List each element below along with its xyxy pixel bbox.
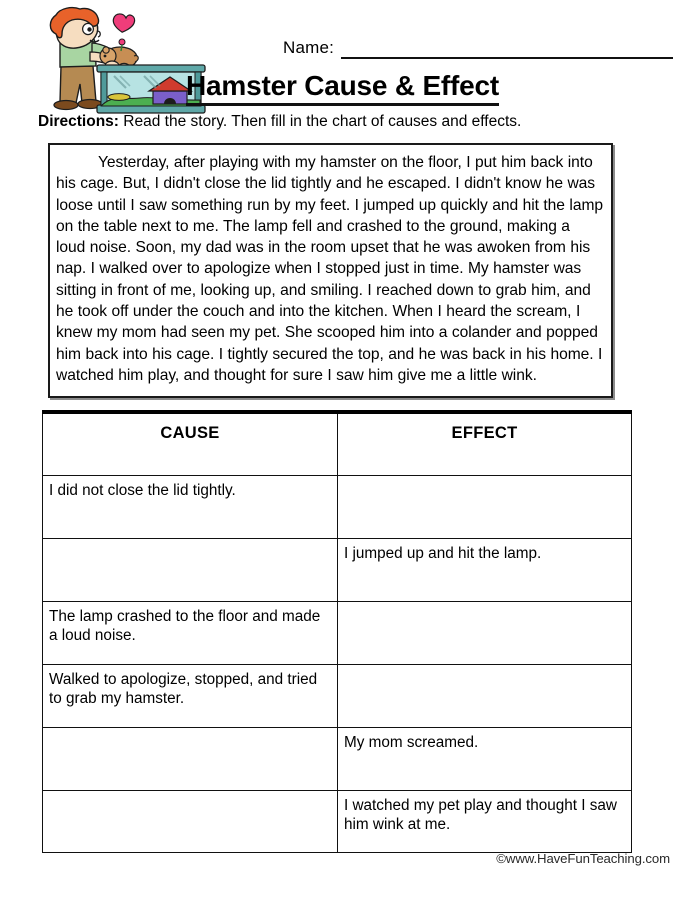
directions-text: Read the story. Then fill in the chart of causes and effects. <box>123 113 522 130</box>
table-row <box>43 664 632 727</box>
name-field-row <box>283 38 673 59</box>
worksheet-header <box>0 0 700 140</box>
boy-with-hamster-illustration <box>22 6 207 118</box>
copyright-footer: ©www.HaveFunTeaching.com <box>496 851 670 866</box>
table-row <box>43 790 632 852</box>
column-header-effect: EFFECT <box>338 412 632 475</box>
story-passage-text: Yesterday, after playing with my hamster on the floor, I put him back into his cage. But, I didn't close the lid tightly and he escaped. I didn't know he was loose until I saw something run by my feet. I jumped up quickly and hit the lamp on the table next to me. The lamp fell and crashed to the ground, making a loud noise. Soon, my dad was in the room upset that he was awoken from his nap. I walked over to apologize when I stopped just in time. My hamster was sitting in front of me, looking up, and smiling. I reached down to grab him, and he took off under the couch and into the kitchen. When I heard the scream, I knew my mom had seen my pet. She scooped him into a colander and popped him back into his cage. I tightly secured the top, and he was back in his home. I watched him play, and thought for sure I saw him give me a little wink. <box>56 154 603 384</box>
page-title: Hamster Cause & Effect <box>186 70 499 106</box>
cell-cause[interactable] <box>43 790 338 852</box>
cell-cause[interactable] <box>43 538 338 601</box>
cell-cause[interactable]: The lamp crashed to the floor and made a loud noise. <box>43 601 338 664</box>
cell-effect[interactable] <box>338 475 632 538</box>
cell-effect[interactable]: I jumped up and hit the lamp. <box>338 538 632 601</box>
cell-effect[interactable] <box>338 601 632 664</box>
table-row <box>43 601 632 664</box>
directions-label: Directions: <box>38 113 119 130</box>
chart-body <box>43 475 632 852</box>
name-input-blank[interactable] <box>341 40 673 59</box>
cell-effect[interactable]: My mom screamed. <box>338 727 632 790</box>
cell-effect[interactable]: I watched my pet play and thought I saw him wink at me. <box>338 790 632 852</box>
table-row <box>43 538 632 601</box>
directions-line <box>38 113 521 131</box>
heart-icon <box>113 14 134 32</box>
cell-cause[interactable]: Walked to apologize, stopped, and tried to grab my hamster. <box>43 664 338 727</box>
column-header-cause: CAUSE <box>43 412 338 475</box>
story-passage-box <box>48 143 613 398</box>
cause-effect-chart <box>42 410 632 853</box>
chart-header-row <box>43 412 632 475</box>
cell-cause[interactable]: I did not close the lid tightly. <box>43 475 338 538</box>
table-row <box>43 727 632 790</box>
cell-cause[interactable] <box>43 727 338 790</box>
table-row <box>43 475 632 538</box>
name-label: Name: <box>283 38 335 57</box>
cell-effect[interactable] <box>338 664 632 727</box>
